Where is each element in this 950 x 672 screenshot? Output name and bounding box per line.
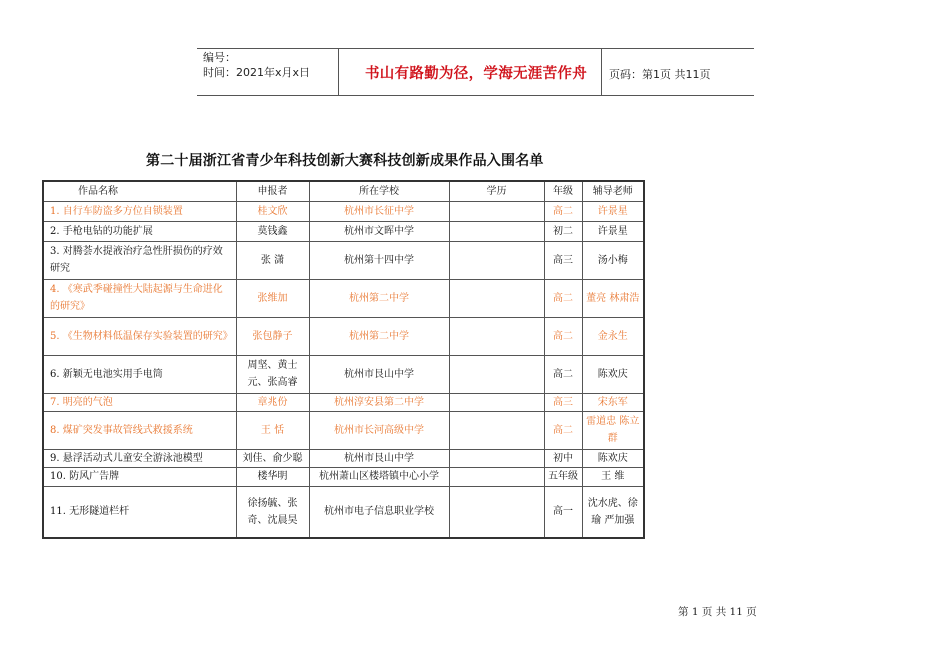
cell-work-name: 3. 对腾荟水提液治疗急性肝损伤的疗效研究 — [43, 241, 236, 279]
cell-education — [449, 355, 544, 393]
cell-education — [449, 411, 544, 449]
cell-teacher: 董亮 林肃浩 — [582, 279, 644, 317]
cell-applicant: 张包静子 — [236, 317, 309, 355]
table-row — [43, 449, 644, 467]
cell-teacher: 金永生 — [582, 317, 644, 355]
cell-work-name: 4. 《寒武季碰撞性大陆起源与生命进化的研究》 — [43, 279, 236, 317]
cell-applicant: 张维加 — [236, 279, 309, 317]
cell-education — [449, 467, 544, 486]
cell-work-name: 2. 手枪电钻的功能扩展 — [43, 221, 236, 241]
table-row — [43, 317, 644, 355]
cell-work-name: 6. 新颖无电池实用手电筒 — [43, 355, 236, 393]
cell-teacher: 汤小梅 — [582, 241, 644, 279]
cell-grade: 高二 — [544, 411, 582, 449]
cell-work-name: 11. 无形隧道栏杆 — [43, 486, 236, 538]
header-meta — [203, 50, 310, 80]
cell-school: 杭州市艮山中学 — [309, 355, 449, 393]
col-header-name: 作品名称 — [43, 181, 236, 201]
cell-applicant: 王 恬 — [236, 411, 309, 449]
cell-grade: 高二 — [544, 201, 582, 221]
cell-grade: 初二 — [544, 221, 582, 241]
cell-applicant: 桂文欣 — [236, 201, 309, 221]
document-title: 第二十届浙江省青少年科技创新大赛科技创新成果作品入围名单 — [146, 153, 544, 169]
cell-teacher: 宋东军 — [582, 393, 644, 411]
time-text: 时间：2021年x月x日 — [203, 66, 311, 79]
table-row — [43, 241, 644, 279]
cell-grade: 高二 — [544, 355, 582, 393]
cell-education — [449, 393, 544, 411]
header-motto: 书山有路勤为径，学海无涯苦作舟 — [365, 66, 587, 82]
col-header-applicant: 申报者 — [236, 181, 309, 201]
col-header-grade: 年级 — [544, 181, 582, 201]
cell-applicant: 刘佳、俞少聪 — [236, 449, 309, 467]
cell-education — [449, 279, 544, 317]
cell-applicant: 徐扬毓、张奇、沈晨昊 — [236, 486, 309, 538]
cell-work-name: 5. 《生物材料低温保存实验装置的研究》 — [43, 317, 236, 355]
cell-school: 杭州市艮山中学 — [309, 449, 449, 467]
cell-school: 杭州第二中学 — [309, 317, 449, 355]
number-label: 编号： — [203, 51, 236, 64]
header-page-info: 页码：第1页 共11页 — [609, 68, 711, 81]
cell-grade: 高一 — [544, 486, 582, 538]
cell-work-name: 7. 明亮的气泡 — [43, 393, 236, 411]
cell-applicant: 章兆份 — [236, 393, 309, 411]
cell-school: 杭州第十四中学 — [309, 241, 449, 279]
cell-work-name: 1. 自行车防盗多方位自锁装置 — [43, 201, 236, 221]
cell-school: 杭州市长征中学 — [309, 201, 449, 221]
cell-school: 杭州市长河高级中学 — [309, 411, 449, 449]
cell-school: 杭州市电子信息职业学校 — [309, 486, 449, 538]
header-divider-1 — [338, 48, 339, 96]
header-top-rule — [197, 48, 754, 49]
cell-teacher: 王 维 — [582, 467, 644, 486]
cell-teacher: 陈欢庆 — [582, 355, 644, 393]
table-row — [43, 411, 644, 449]
cell-teacher: 许景星 — [582, 221, 644, 241]
cell-grade: 初中 — [544, 449, 582, 467]
cell-teacher: 沈水虎、徐瑜 严加强 — [582, 486, 644, 538]
cell-teacher: 雷道忠 陈立群 — [582, 411, 644, 449]
cell-teacher: 陈欢庆 — [582, 449, 644, 467]
cell-work-name: 8. 煤矿突发事故管线式救援系统 — [43, 411, 236, 449]
table-row — [43, 201, 644, 221]
page-header — [197, 48, 754, 96]
cell-education — [449, 449, 544, 467]
cell-school: 杭州淳安县第二中学 — [309, 393, 449, 411]
table-row — [43, 221, 644, 241]
table-row — [43, 486, 644, 538]
col-header-education: 学历 — [449, 181, 544, 201]
cell-grade: 五年级 — [544, 467, 582, 486]
cell-school: 杭州第二中学 — [309, 279, 449, 317]
cell-grade: 高三 — [544, 241, 582, 279]
cell-applicant: 周坚、黄士元、张高睿 — [236, 355, 309, 393]
col-header-school: 所在学校 — [309, 181, 449, 201]
cell-work-name: 10. 防风广告牌 — [43, 467, 236, 486]
table-row — [43, 467, 644, 486]
table-row — [43, 279, 644, 317]
cell-school: 杭州市文晖中学 — [309, 221, 449, 241]
cell-education — [449, 201, 544, 221]
cell-work-name: 9. 悬浮活动式儿童安全游泳池模型 — [43, 449, 236, 467]
cell-applicant: 楼华明 — [236, 467, 309, 486]
cell-education — [449, 486, 544, 538]
table-row — [43, 393, 644, 411]
page-footer: 第 1 页 共 11 页 — [678, 606, 757, 618]
cell-grade: 高三 — [544, 393, 582, 411]
cell-applicant: 莫钱鑫 — [236, 221, 309, 241]
cell-school: 杭州萧山区楼塔镇中心小学 — [309, 467, 449, 486]
table-row — [43, 355, 644, 393]
cell-education — [449, 317, 544, 355]
cell-applicant: 张 潇 — [236, 241, 309, 279]
cell-grade: 高二 — [544, 317, 582, 355]
cell-education — [449, 221, 544, 241]
table-header-row — [43, 181, 644, 201]
col-header-teacher: 辅导老师 — [582, 181, 644, 201]
finalist-table — [42, 180, 645, 539]
header-bottom-rule — [197, 95, 754, 96]
cell-teacher: 许景星 — [582, 201, 644, 221]
cell-education — [449, 241, 544, 279]
cell-grade: 高二 — [544, 279, 582, 317]
